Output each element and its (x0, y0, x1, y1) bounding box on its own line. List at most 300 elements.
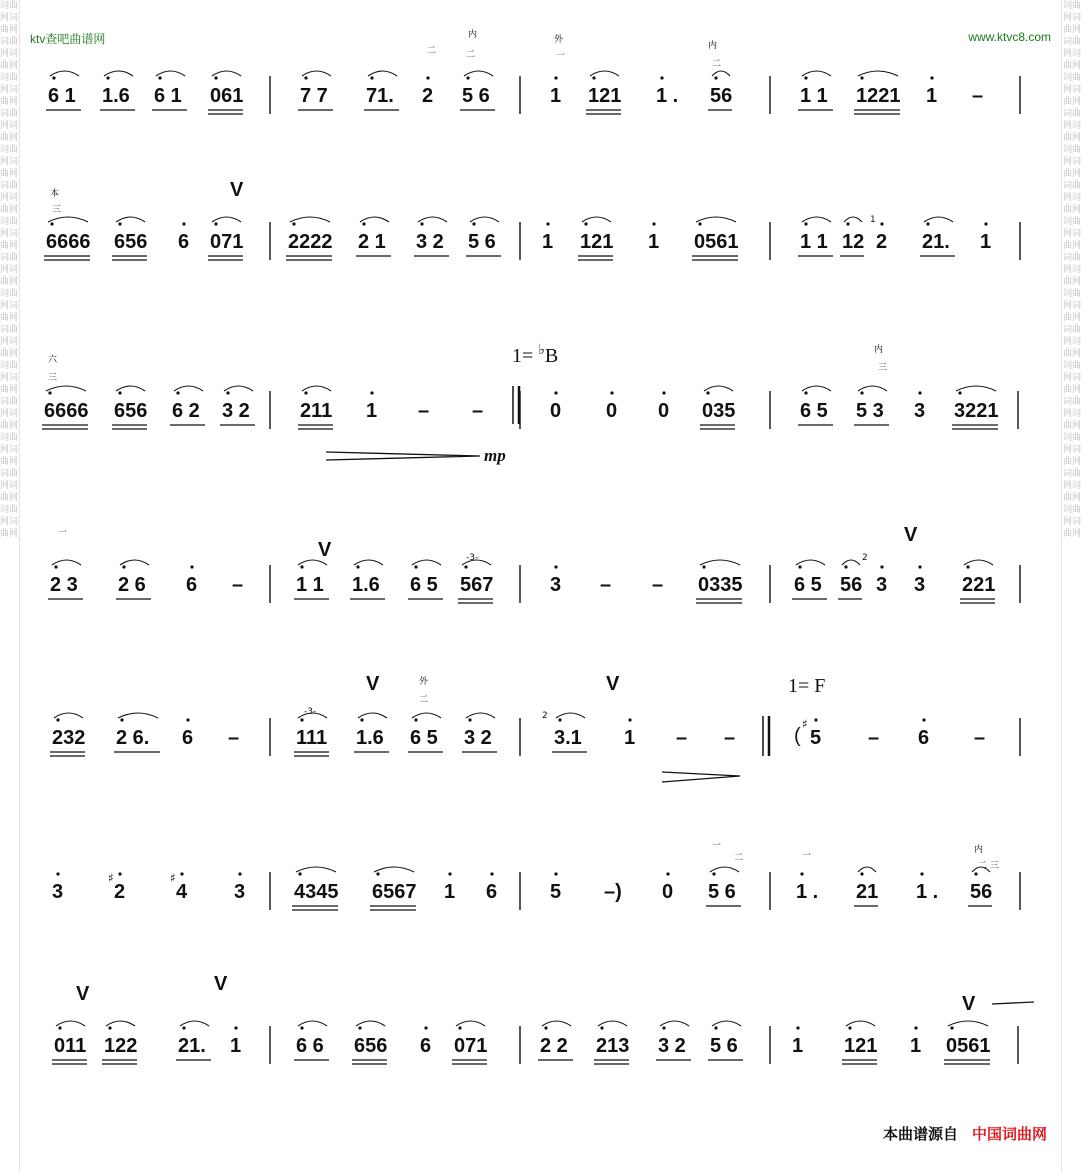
octave-dot (118, 391, 121, 394)
triplet-mark: -3- (304, 707, 317, 717)
note-group: 3.1 (554, 727, 582, 749)
octave-dot (712, 872, 715, 875)
octave-dot (860, 76, 863, 79)
fingering-mark: 外 (554, 35, 564, 45)
octave-dot (376, 872, 379, 875)
up-bow-mark: V (318, 539, 332, 561)
slur (844, 217, 862, 222)
note-group: 6666 (46, 231, 91, 253)
slur (302, 386, 331, 391)
note-group: 2 2 (540, 1035, 568, 1057)
up-bow-mark: V (76, 983, 90, 1005)
octave-dot (652, 222, 655, 225)
slur (412, 713, 441, 718)
slur (464, 71, 493, 76)
note-group: 1 1 (800, 85, 828, 107)
fingering-mark: 本 (50, 189, 60, 199)
note-group: 6 1 (48, 85, 76, 107)
up-bow-mark: V (606, 673, 620, 695)
octave-dot (800, 872, 803, 875)
octave-dot (490, 872, 493, 875)
note-group: 3 2 (464, 727, 492, 749)
note-group: 6666 (44, 400, 89, 422)
octave-dot (796, 1026, 799, 1029)
slur (412, 560, 441, 565)
note-group: – (972, 85, 984, 107)
note-group: 3 2 (658, 1035, 686, 1057)
note-group: 56 (970, 881, 993, 903)
note-group: 656 (114, 400, 148, 422)
octave-dot (958, 391, 961, 394)
note-group: 071 (210, 231, 244, 253)
octave-dot (414, 718, 417, 721)
slur (180, 1021, 209, 1026)
note-group: 3 2 (222, 400, 250, 422)
note-group: 5 (550, 881, 562, 903)
up-bow-mark: V (904, 524, 918, 546)
slur (924, 217, 953, 222)
note-group: – (600, 574, 612, 596)
octave-dot (118, 222, 121, 225)
slur (120, 560, 149, 565)
octave-dot (880, 222, 883, 225)
up-bow-mark: V (230, 179, 244, 201)
note-group: 3221 (954, 400, 999, 422)
octave-dot (544, 1026, 547, 1029)
slur (374, 867, 414, 872)
score-line-5 (50, 673, 1020, 756)
slur (556, 713, 585, 718)
note-group: 071 (454, 1035, 488, 1057)
octave-dot (974, 872, 977, 875)
slur (542, 1021, 571, 1026)
octave-dot (814, 718, 817, 721)
slur (212, 71, 241, 76)
note-group: –) (604, 881, 622, 903)
slur (796, 560, 825, 565)
note-group: 3 (914, 400, 926, 422)
slur (224, 386, 253, 391)
decrescendo-hairpin (662, 772, 740, 782)
note-group: 121 (588, 85, 622, 107)
triplet-mark: -3- (466, 553, 479, 563)
octave-dot (628, 718, 631, 721)
octave-dot (458, 1026, 461, 1029)
note-group: 122 (104, 1035, 138, 1057)
note-group: 211 (300, 400, 333, 422)
octave-dot (466, 76, 469, 79)
octave-dot (554, 76, 557, 79)
slur (56, 1021, 85, 1026)
octave-dot (468, 718, 471, 721)
note-group: 21. (178, 1035, 206, 1057)
octave-dot (48, 391, 51, 394)
octave-dot (804, 76, 807, 79)
slur (302, 71, 331, 76)
octave-dot (860, 872, 863, 875)
note-group: 1 (444, 881, 456, 903)
watermark-left: 词曲网词曲网词曲网词曲网词曲网词曲网词曲网词曲网词曲网词曲网词曲网词曲网词曲网词曲网词曲网词曲网词曲网词曲网词曲网词曲网词曲网词曲网词曲网词曲网词曲网词曲网词曲网词曲网词曲网词曲网 (0, 1, 18, 539)
slur (802, 386, 831, 391)
note-group: 6567 (372, 881, 417, 903)
octave-dot (966, 565, 969, 568)
octave-dot (56, 718, 59, 721)
dynamic-mp: mp (484, 446, 506, 465)
string-mark: 二 (419, 695, 429, 705)
string-mark: 一 (712, 841, 722, 851)
note-group: 21. (922, 231, 950, 253)
octave-dot (120, 718, 123, 721)
note-group: 6 5 (410, 574, 438, 596)
note-group: 1.6 (356, 727, 384, 749)
octave-dot (300, 718, 303, 721)
note-group: 011 (54, 1035, 87, 1057)
slur (846, 1021, 875, 1026)
string-mark: 二 (466, 50, 476, 60)
double-bar-2 (763, 716, 769, 756)
note-group: 121 (580, 231, 614, 253)
fingering-mark: 内 (468, 30, 478, 40)
note-group: 71. (366, 85, 394, 107)
slur (174, 386, 203, 391)
slur (298, 1021, 327, 1026)
octave-dot (426, 76, 429, 79)
note-group: 3 2 (416, 231, 444, 253)
slur (52, 560, 81, 565)
octave-dot (108, 1026, 111, 1029)
note-group: 035 (702, 400, 736, 422)
octave-dot (238, 872, 241, 875)
note-group: 1 . (916, 881, 939, 903)
note-group: 4 (176, 881, 188, 903)
octave-dot (300, 565, 303, 568)
octave-dot (918, 565, 921, 568)
octave-dot (660, 76, 663, 79)
fingering-mark: 内 (708, 41, 718, 51)
site-url: www.ktvc8.com (968, 30, 1051, 44)
note-group: 6 1 (154, 85, 182, 107)
string-mark: 三 (48, 373, 58, 383)
slur (360, 217, 389, 222)
note-group: 0 (606, 400, 618, 422)
up-bow-mark: V (962, 993, 976, 1015)
string-mark: 一 (802, 851, 812, 861)
sharp-sign: ♯ (170, 871, 176, 885)
slur (50, 71, 79, 76)
octave-dot (362, 222, 365, 225)
slur (582, 217, 611, 222)
note-group: 2 (876, 231, 888, 253)
slur (356, 1021, 385, 1026)
note-group: 2222 (288, 231, 333, 253)
octave-dot (714, 1026, 717, 1029)
note-group: 6 5 (794, 574, 822, 596)
note-group: 656 (354, 1035, 388, 1057)
slur (368, 71, 397, 76)
note-group: 1.6 (352, 574, 380, 596)
octave-dot (214, 222, 217, 225)
note-group: 6 (420, 1035, 432, 1057)
slur (858, 867, 876, 872)
up-bow-mark: V (214, 973, 228, 995)
octave-dot (58, 1026, 61, 1029)
score-line-7 (52, 973, 1018, 1064)
note-group: 6 (918, 727, 930, 749)
octave-dot (698, 222, 701, 225)
note-group: 111 (296, 727, 328, 749)
note-group: – (418, 400, 430, 422)
key-sign-f: 1= F (788, 675, 826, 697)
note-group: 0335 (698, 574, 743, 596)
note-group: 56 (840, 574, 863, 596)
slur (212, 217, 241, 222)
note-group: 1 (230, 1035, 242, 1057)
octave-dot (848, 1026, 851, 1029)
octave-dot (52, 76, 55, 79)
key-sign-bflat: 1= ♭B (512, 343, 559, 367)
slur (802, 71, 831, 76)
octave-dot (370, 391, 373, 394)
octave-dot (50, 222, 53, 225)
note-group: 5 3 (856, 400, 884, 422)
slur (46, 386, 86, 391)
octave-dot (292, 222, 295, 225)
note-group: 1 . (796, 881, 819, 903)
note-group: 7 7 (300, 85, 328, 107)
note-group: – (472, 400, 484, 422)
octave-dot (600, 1026, 603, 1029)
string-mark: 一 (556, 51, 566, 61)
octave-dot (182, 222, 185, 225)
octave-dot (420, 222, 423, 225)
note-group: 1 . (656, 85, 679, 107)
note-group: 6 6 (296, 1035, 324, 1057)
fingering-mark: 内 (874, 345, 884, 355)
note-group: 6 (178, 231, 190, 253)
grace-note: 2 (542, 711, 548, 721)
slur (290, 217, 330, 222)
note-group: 567 (460, 574, 494, 596)
paren-open: ( (794, 725, 801, 747)
note-group: – (232, 574, 244, 596)
octave-dot (304, 76, 307, 79)
note-group: 1 (926, 85, 938, 107)
note-group: 21 (856, 881, 879, 903)
note-group: 2 (422, 85, 434, 107)
octave-dot (234, 1026, 237, 1029)
sharp-sign: ♯ (802, 717, 808, 731)
octave-dot (118, 872, 121, 875)
note-group: 656 (114, 231, 148, 253)
octave-dot (930, 76, 933, 79)
note-group: 5 6 (462, 85, 490, 107)
note-group: 3 (914, 574, 926, 596)
slur (598, 1021, 627, 1026)
note-group: 0 (550, 400, 562, 422)
footer-source: 本曲谱源自 (882, 1125, 958, 1143)
octave-dot (214, 76, 217, 79)
string-mark: 二 三 (978, 861, 999, 871)
slur (54, 713, 83, 718)
note-group: 5 6 (468, 231, 496, 253)
sharp-sign: ♯ (108, 871, 114, 885)
slur (700, 560, 740, 565)
octave-dot (844, 565, 847, 568)
slur (842, 560, 860, 565)
slur (712, 71, 730, 76)
slur (696, 217, 736, 222)
slur (704, 386, 733, 391)
slur (104, 71, 133, 76)
octave-dot (798, 565, 801, 568)
note-group: 2 (114, 881, 126, 903)
slur (106, 1021, 135, 1026)
octave-dot (158, 76, 161, 79)
score-line-4 (48, 524, 1020, 603)
octave-dot (592, 76, 595, 79)
octave-dot (706, 391, 709, 394)
note-group: 121 (844, 1035, 878, 1057)
octave-dot (414, 565, 417, 568)
octave-dot (54, 565, 57, 568)
octave-dot (122, 565, 125, 568)
note-group: 0561 (694, 231, 739, 253)
note-group: 213 (596, 1035, 630, 1057)
octave-dot (880, 565, 883, 568)
score-line-6 (52, 841, 1020, 910)
note-group: 0 (658, 400, 670, 422)
note-group: 1 (792, 1035, 804, 1057)
octave-dot (554, 391, 557, 394)
octave-dot (190, 565, 193, 568)
footer-site-link[interactable]: 中国词曲网 (971, 1125, 1047, 1143)
note-group: 3 (550, 574, 562, 596)
string-mark: 二 (734, 853, 744, 863)
octave-dot (804, 391, 807, 394)
octave-dot (182, 1026, 185, 1029)
note-group: 5 6 (710, 1035, 738, 1057)
octave-dot (702, 565, 705, 568)
note-group: 1221 (856, 85, 901, 107)
note-group: 2 1 (358, 231, 386, 253)
site-title: ktv查吧曲谱网 (30, 32, 106, 46)
footer-credit (883, 1123, 1047, 1144)
note-group: 4345 (294, 881, 339, 903)
octave-dot (554, 872, 557, 875)
note-group: 3 (52, 881, 64, 903)
octave-dot (186, 718, 189, 721)
octave-dot (584, 222, 587, 225)
up-bow-mark: V (366, 673, 380, 695)
octave-dot (918, 391, 921, 394)
slur (660, 1021, 689, 1026)
note-group: 1 (980, 231, 992, 253)
slur (470, 217, 499, 222)
note-group: 061 (210, 85, 244, 107)
string-mark: 二 (427, 46, 437, 56)
octave-dot (424, 1026, 427, 1029)
slur (710, 867, 739, 872)
note-group: 221 (962, 574, 996, 596)
octave-dot (448, 872, 451, 875)
octave-dot (920, 872, 923, 875)
watermark-right: 词曲网词曲网词曲网词曲网词曲网词曲网词曲网词曲网词曲网词曲网词曲网词曲网词曲网词曲网词曲网词曲网词曲网词曲网词曲网词曲网词曲网词曲网词曲网词曲网词曲网词曲网词曲网词曲网词曲网词曲网 (1063, 1, 1081, 539)
note-group: 1 (366, 400, 378, 422)
note-group: 0561 (946, 1035, 991, 1057)
note-group: 6 5 (800, 400, 828, 422)
string-mark: 一 (58, 528, 68, 538)
octave-dot (860, 391, 863, 394)
slur (116, 386, 145, 391)
note-group: 12 (842, 231, 865, 253)
note-group: 6 (182, 727, 194, 749)
double-bar-1 (513, 386, 519, 424)
note-group: 2 6. (116, 727, 150, 749)
score-decorations (108, 215, 1034, 1004)
slur (116, 217, 145, 222)
fingering-mark: 六 (48, 355, 58, 365)
octave-dot (926, 222, 929, 225)
slur (296, 867, 336, 872)
string-mark: 三 (52, 205, 62, 215)
note-group: 6 2 (172, 400, 200, 422)
slur (418, 217, 447, 222)
octave-dot (558, 718, 561, 721)
octave-dot (180, 872, 183, 875)
octave-dot (714, 76, 717, 79)
slur (858, 386, 887, 391)
string-mark: 三 (878, 363, 888, 373)
note-group: 5 (810, 727, 822, 749)
slur (466, 713, 495, 718)
octave-dot (226, 391, 229, 394)
note-group: 0 (662, 881, 674, 903)
octave-dot (950, 1026, 953, 1029)
slur (358, 713, 387, 718)
note-group: 1 (910, 1035, 922, 1057)
note-group: – (676, 727, 688, 749)
grace-note: 2 (862, 553, 868, 563)
slur (156, 71, 185, 76)
slur (858, 71, 898, 76)
slur (456, 1021, 485, 1026)
note-group: 5 6 (708, 881, 736, 903)
grace-note: 1 (870, 215, 876, 225)
note-group: 3 (234, 881, 246, 903)
octave-dot (56, 872, 59, 875)
note-group: – (868, 727, 880, 749)
fingering-mark: 外 (419, 677, 429, 687)
note-group: – (652, 574, 664, 596)
octave-dot (360, 718, 363, 721)
octave-dot (356, 565, 359, 568)
note-group: 2 6 (118, 574, 146, 596)
slur (48, 217, 88, 222)
note-group: 1 (542, 231, 554, 253)
octave-dot (106, 76, 109, 79)
slur (118, 713, 158, 718)
note-group: 1 1 (800, 231, 828, 253)
octave-dot (922, 718, 925, 721)
note-group: 6 5 (410, 727, 438, 749)
note-group: 56 (710, 85, 733, 107)
note-group: 6 (186, 574, 198, 596)
tie-continuation (992, 1002, 1034, 1004)
note-group: 1 (624, 727, 636, 749)
octave-dot (298, 872, 301, 875)
slur (948, 1021, 988, 1026)
octave-dot (666, 872, 669, 875)
